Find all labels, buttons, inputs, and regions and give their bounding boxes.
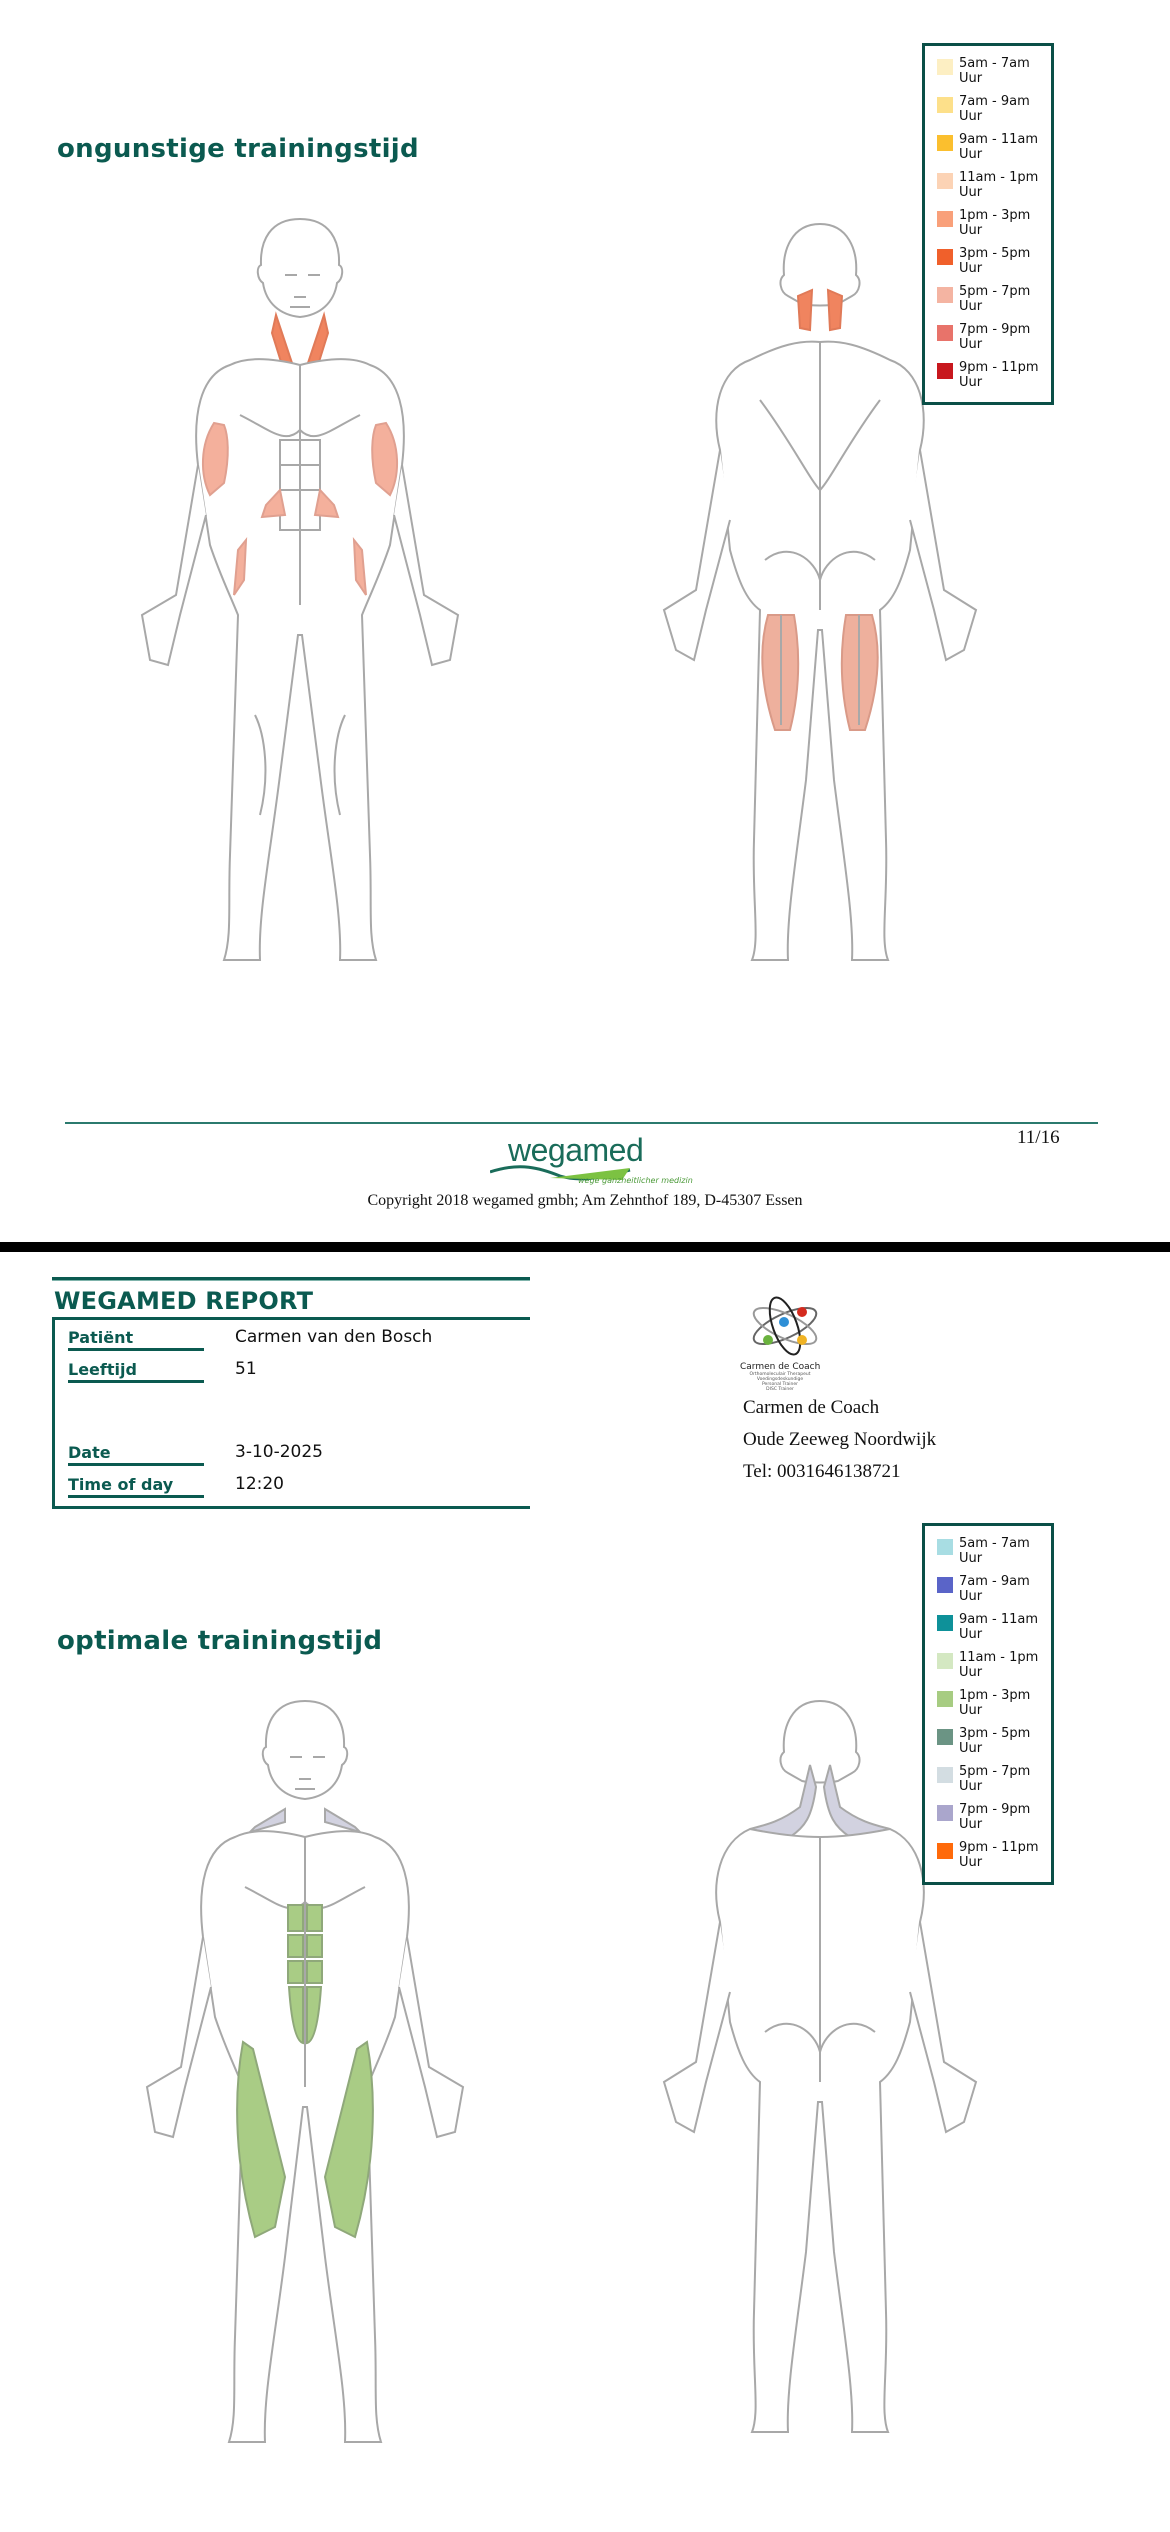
legend-item: 9am - 11am Uur bbox=[937, 132, 1051, 170]
legend-swatch bbox=[937, 135, 953, 151]
wegamed-logo bbox=[490, 1132, 693, 1185]
legend-swatch bbox=[937, 1653, 953, 1669]
legend-swatch bbox=[937, 173, 953, 189]
wegamed-tagline: wege ganzheitlicher medizin bbox=[578, 1176, 693, 1185]
coach-logo-name: Carmen de Coach bbox=[740, 1362, 821, 1372]
label-time-of-day: Time of day bbox=[68, 1475, 204, 1498]
time-legend-unfavorable bbox=[922, 43, 1054, 405]
value-patient: Carmen van den Bosch bbox=[235, 1327, 433, 1347]
legend-item: 9pm - 11pm Uur bbox=[937, 360, 1051, 398]
legend-item: 3pm - 5pm Uur bbox=[937, 246, 1051, 284]
coach-logo-sub1: Orthomoleculair Therapeut bbox=[749, 1372, 811, 1377]
legend-swatch bbox=[937, 1539, 953, 1555]
legend-swatch bbox=[937, 287, 953, 303]
legend-item: 11am - 1pm Uur bbox=[937, 170, 1051, 208]
value-date: 3-10-2025 bbox=[235, 1442, 323, 1462]
legend-item: 9pm - 11pm Uur bbox=[937, 1840, 1051, 1878]
header-divider bbox=[52, 1277, 530, 1281]
legend-item: 1pm - 3pm Uur bbox=[937, 208, 1051, 246]
footer-divider bbox=[65, 1122, 1098, 1124]
legend-swatch bbox=[937, 59, 953, 75]
front-body-figure bbox=[120, 215, 480, 965]
label-patient: Patiënt bbox=[68, 1328, 204, 1351]
coach-logo-sub3: Personal Trainer bbox=[762, 1382, 798, 1387]
label-date: Date bbox=[68, 1443, 204, 1466]
label-age: Leeftijd bbox=[68, 1360, 204, 1383]
muscle-neck-right bbox=[308, 315, 328, 365]
coach-phone: Tel: 0031646138721 bbox=[743, 1461, 901, 1482]
legend-swatch bbox=[937, 1691, 953, 1707]
legend-item: 5am - 7am Uur bbox=[937, 56, 1051, 94]
legend-swatch bbox=[937, 1767, 953, 1783]
coach-name: Carmen de Coach bbox=[743, 1397, 880, 1418]
legend-swatch bbox=[937, 1805, 953, 1821]
page-number: 11/16 bbox=[1017, 1127, 1060, 1148]
legend-swatch bbox=[937, 325, 953, 341]
atom-icon bbox=[740, 1292, 830, 1360]
legend-swatch bbox=[937, 1615, 953, 1631]
patient-info-box bbox=[52, 1317, 530, 1509]
legend-swatch bbox=[937, 1577, 953, 1593]
legend-item: 7pm - 9pm Uur bbox=[937, 322, 1051, 360]
report-page-11 bbox=[0, 0, 1170, 1242]
legend-item: 1pm - 3pm Uur bbox=[937, 1688, 1051, 1726]
legend-item: 11am - 1pm Uur bbox=[937, 1650, 1051, 1688]
section-title-optimal: optimale trainingstijd bbox=[57, 1626, 383, 1656]
legend-swatch bbox=[937, 249, 953, 265]
wave-icon bbox=[490, 1132, 680, 1182]
section-title-unfavorable: ongunstige trainingstijd bbox=[57, 134, 419, 164]
muscle-trapezius-left bbox=[250, 1809, 285, 1832]
time-legend-optimal bbox=[922, 1523, 1054, 1885]
wegamed-logo-word: wegamed bbox=[508, 1132, 644, 1168]
legend-item: 5pm - 7pm Uur bbox=[937, 284, 1051, 322]
coach-logo-sub2: Voedingsdeskundige bbox=[756, 1377, 804, 1382]
front-body-figure bbox=[125, 1697, 485, 2447]
legend-swatch bbox=[937, 97, 953, 113]
legend-item: 9am - 11am Uur bbox=[937, 1612, 1051, 1650]
report-header bbox=[52, 1277, 530, 1509]
copyright-text: Copyright 2018 wegamed gmbh; Am Zehnthof 189, D-45307 Essen bbox=[367, 1192, 803, 1209]
legend-item: 5pm - 7pm Uur bbox=[937, 1764, 1051, 1802]
legend-swatch bbox=[937, 1843, 953, 1859]
legend-swatch bbox=[937, 1729, 953, 1745]
legend-item: 7pm - 9pm Uur bbox=[937, 1802, 1051, 1840]
legend-item: 7am - 9am Uur bbox=[937, 94, 1051, 132]
value-time-of-day: 12:20 bbox=[235, 1474, 284, 1494]
legend-item: 3pm - 5pm Uur bbox=[937, 1726, 1051, 1764]
coach-address: Oude Zeeweg Noordwijk bbox=[743, 1429, 937, 1450]
value-age: 51 bbox=[235, 1359, 257, 1379]
legend-swatch bbox=[937, 211, 953, 227]
page-separator bbox=[0, 1242, 1170, 1252]
legend-swatch bbox=[937, 363, 953, 379]
muscle-trapezius-right bbox=[325, 1809, 360, 1832]
muscle-neck-back-right bbox=[828, 290, 842, 330]
legend-item: 7am - 9am Uur bbox=[937, 1574, 1051, 1612]
muscle-neck-left bbox=[272, 315, 292, 365]
coach-logo-sub4: DISC Trainer bbox=[766, 1387, 794, 1392]
legend-item: 5am - 7am Uur bbox=[937, 1536, 1051, 1574]
coach-logo bbox=[740, 1292, 830, 1392]
report-page-12 bbox=[0, 1252, 1170, 2532]
muscle-neck-back-left bbox=[798, 290, 812, 330]
report-title: WEGAMED REPORT bbox=[54, 1287, 314, 1315]
